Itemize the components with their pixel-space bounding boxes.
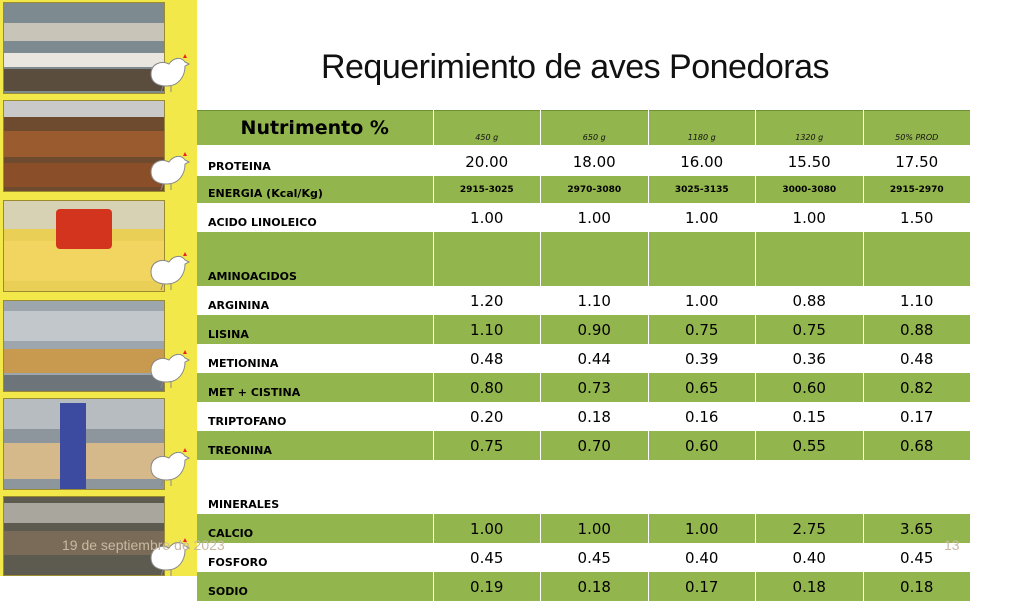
table-cell: 2915-2970 <box>863 176 971 203</box>
section-row <box>197 460 971 514</box>
table-cell: 0.80 <box>433 373 541 402</box>
table-cell: 0.73 <box>541 373 649 402</box>
row-label: ENERGIA (Kcal/Kg) <box>197 176 433 203</box>
table-cell: 0.60 <box>756 373 864 402</box>
table-cell <box>541 460 649 514</box>
table-cell: 0.36 <box>756 344 864 373</box>
table-row <box>197 286 971 315</box>
table-row <box>197 572 971 601</box>
row-label: LISINA <box>197 315 433 344</box>
row-label: PROTEINA <box>197 146 433 176</box>
table-cell: 0.90 <box>541 315 649 344</box>
table-row <box>197 344 971 373</box>
column-header: 450 g <box>433 111 541 147</box>
egg-collection-photo <box>3 398 165 490</box>
table-cell: 1.10 <box>541 286 649 315</box>
table-cell: 3000-3080 <box>756 176 864 203</box>
table-cell: 0.55 <box>756 431 864 460</box>
table-cell: 0.18 <box>541 402 649 431</box>
brown-hens-photo <box>3 100 165 192</box>
table-cell: 2915-3025 <box>433 176 541 203</box>
table-cell: 0.75 <box>433 431 541 460</box>
table-cell: 1.10 <box>863 286 971 315</box>
header-label: Nutrimento % <box>197 111 433 147</box>
nutrient-table <box>197 110 971 601</box>
table-cell: 16.00 <box>648 146 756 176</box>
table-cell: 0.75 <box>648 315 756 344</box>
table-row <box>197 176 971 203</box>
table-row <box>197 402 971 431</box>
table-cell: 0.15 <box>756 402 864 431</box>
table-cell <box>863 460 971 514</box>
table-cell <box>648 460 756 514</box>
table-cell: 0.88 <box>863 315 971 344</box>
white-hen-icon <box>145 446 191 486</box>
photo-strip <box>0 0 197 576</box>
table-row <box>197 373 971 402</box>
table-header-row <box>197 111 971 147</box>
white-hen-icon <box>145 150 191 190</box>
table-row <box>197 146 971 176</box>
table-cell <box>756 460 864 514</box>
table-cell: 0.16 <box>648 402 756 431</box>
table-cell: 0.75 <box>756 315 864 344</box>
column-header: 1320 g <box>756 111 864 147</box>
section-label: MINERALES <box>197 460 433 514</box>
column-header: 50% PROD <box>863 111 971 147</box>
table-cell: 1.00 <box>433 514 541 543</box>
table-cell: 3.65 <box>863 514 971 543</box>
white-hen-icon <box>145 52 191 92</box>
table-cell: 0.70 <box>541 431 649 460</box>
table-cell <box>756 232 864 286</box>
table-row <box>197 543 971 572</box>
column-header: 650 g <box>541 111 649 147</box>
table-cell: 2.75 <box>756 514 864 543</box>
row-label: ARGININA <box>197 286 433 315</box>
table-cell: 1.00 <box>756 203 864 232</box>
table-cell: 1.00 <box>648 203 756 232</box>
table-cell: 1.00 <box>541 514 649 543</box>
white-hen-icon <box>145 250 191 290</box>
feeder-trough-photo <box>3 300 165 392</box>
table-cell: 0.48 <box>863 344 971 373</box>
hen-cages-photo <box>3 2 165 94</box>
table-cell: 1.20 <box>433 286 541 315</box>
table-cell: 1.50 <box>863 203 971 232</box>
table-cell: 1.00 <box>648 286 756 315</box>
slide-title: Requerimiento de aves Ponedoras <box>320 48 830 86</box>
section-row <box>197 232 971 286</box>
table-cell: 1.10 <box>433 315 541 344</box>
row-label: METIONINA <box>197 344 433 373</box>
table-row <box>197 203 971 232</box>
table-cell: 0.82 <box>863 373 971 402</box>
table-cell: 0.45 <box>863 543 971 572</box>
table-cell: 20.00 <box>433 146 541 176</box>
table-cell: 1.00 <box>648 514 756 543</box>
table-cell: 0.39 <box>648 344 756 373</box>
table-cell: 0.18 <box>541 572 649 601</box>
table-cell <box>433 232 541 286</box>
table-cell: 18.00 <box>541 146 649 176</box>
table-cell: 17.50 <box>863 146 971 176</box>
table-row <box>197 431 971 460</box>
table-cell: 0.45 <box>433 543 541 572</box>
footer-date: 19 de septiembre de 2023 <box>62 537 225 553</box>
table-cell: 2970-3080 <box>541 176 649 203</box>
table-cell: 0.68 <box>863 431 971 460</box>
column-header: 1180 g <box>648 111 756 147</box>
table-row <box>197 315 971 344</box>
table-cell: 0.40 <box>756 543 864 572</box>
table-cell: 0.17 <box>648 572 756 601</box>
section-label: AMINOACIDOS <box>197 232 433 286</box>
table-cell: 0.45 <box>541 543 649 572</box>
table-row <box>197 514 971 543</box>
table-cell: 0.65 <box>648 373 756 402</box>
table-cell: 15.50 <box>756 146 864 176</box>
row-label: TREONINA <box>197 431 433 460</box>
table-cell: 0.18 <box>863 572 971 601</box>
row-label: CALCIO <box>197 514 433 543</box>
table-cell <box>541 232 649 286</box>
table-cell: 0.60 <box>648 431 756 460</box>
table-cell: 1.00 <box>541 203 649 232</box>
table-cell: 1.00 <box>433 203 541 232</box>
table-cell: 3025-3135 <box>648 176 756 203</box>
table-cell: 0.40 <box>648 543 756 572</box>
table-cell: 0.17 <box>863 402 971 431</box>
row-label: TRIPTOFANO <box>197 402 433 431</box>
row-label: ACIDO LINOLEICO <box>197 203 433 232</box>
cage-rows-photo <box>3 496 165 576</box>
table-cell <box>433 460 541 514</box>
row-label: MET + CISTINA <box>197 373 433 402</box>
table-cell: 0.20 <box>433 402 541 431</box>
table-cell <box>648 232 756 286</box>
table-cell: 0.88 <box>756 286 864 315</box>
table-cell <box>863 232 971 286</box>
table-cell: 0.19 <box>433 572 541 601</box>
table-cell: 0.44 <box>541 344 649 373</box>
chicks-photo <box>3 200 165 292</box>
row-label: FOSFORO <box>197 543 433 572</box>
white-hen-icon <box>145 348 191 388</box>
page-number: 13 <box>944 537 960 553</box>
row-label: SODIO <box>197 572 433 601</box>
table-cell: 0.48 <box>433 344 541 373</box>
table-cell: 0.18 <box>756 572 864 601</box>
